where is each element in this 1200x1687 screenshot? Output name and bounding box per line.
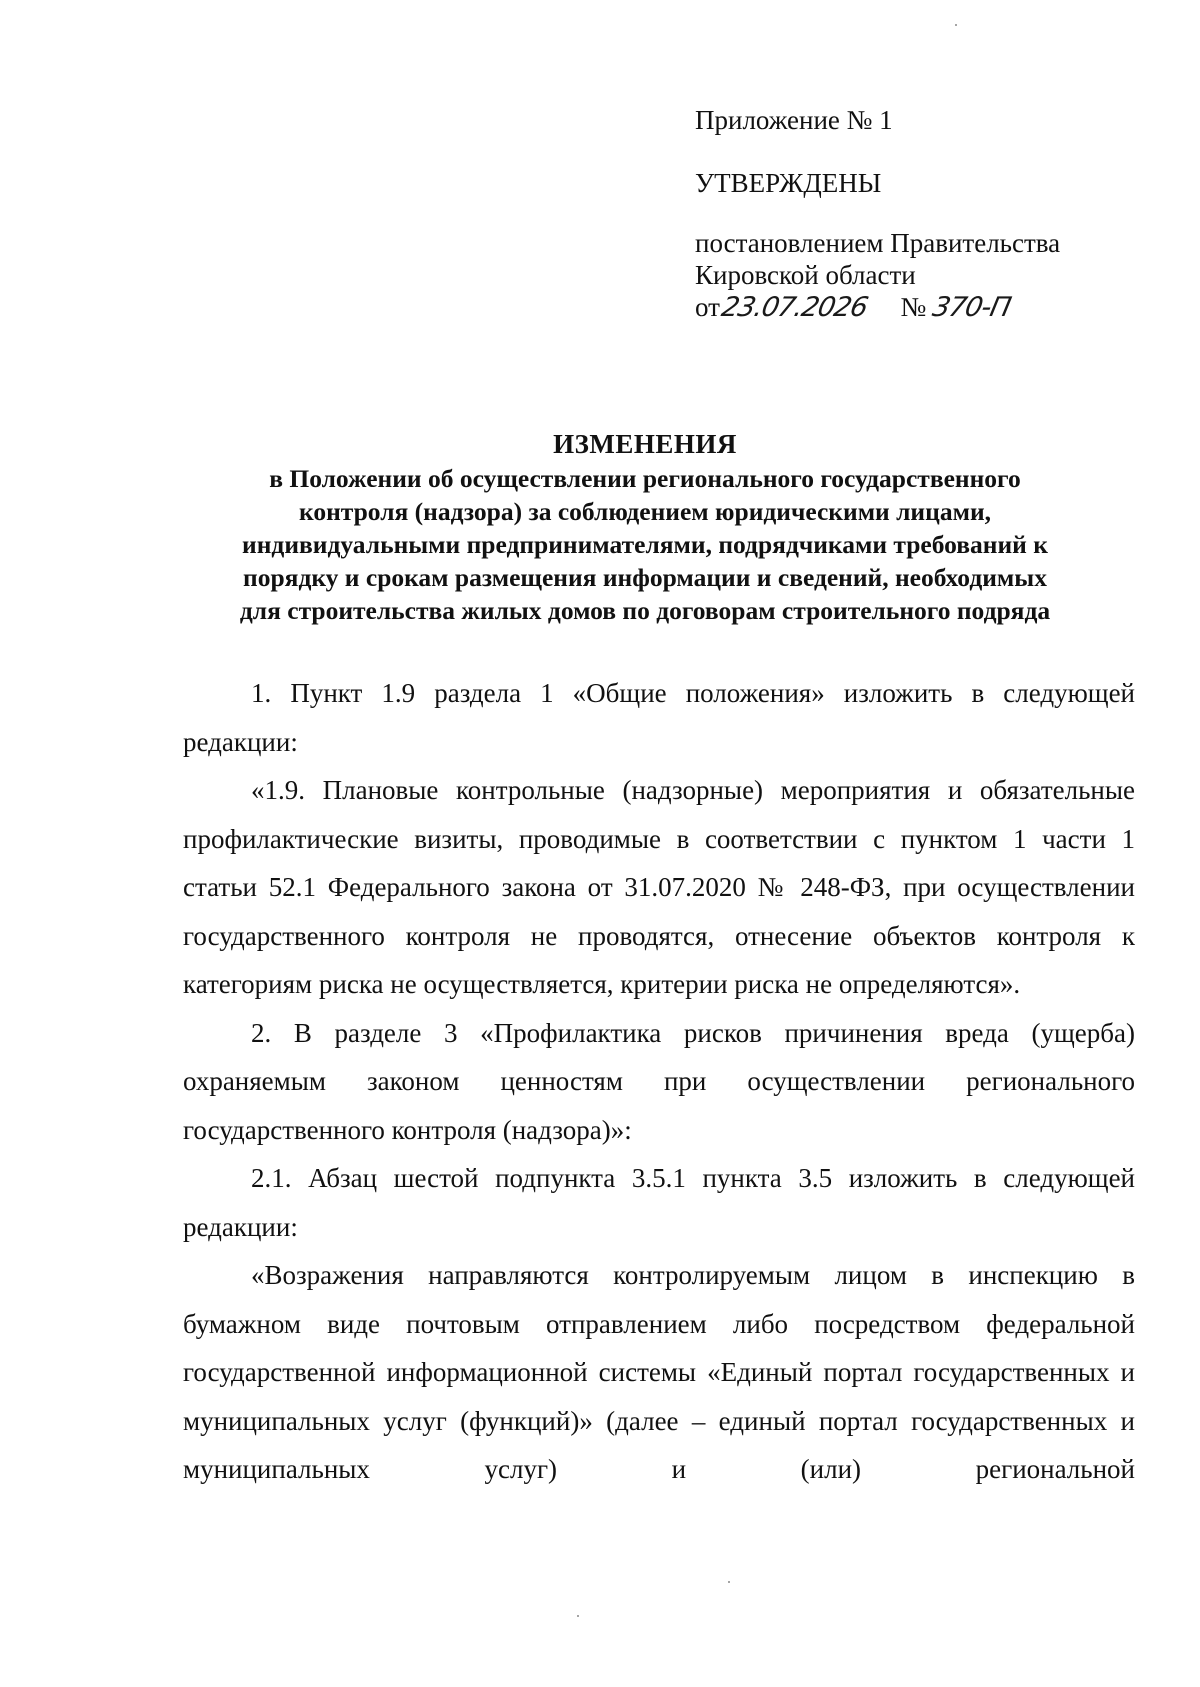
- handwritten-date: 23.07.2026: [718, 292, 870, 323]
- approved-by-line-1: постановлением Правительства: [695, 228, 1061, 258]
- paragraph-2: «1.9. Плановые контрольные (надзорные) мероприятия и обязательные профилактические визиты, проводимые в соответствии с пунктом 1 части 1 статьи 52.1 Федерального закона от 31.07.2020 № 248-ФЗ, при осуществлении государственного контроля не проводятся, отнесение объектов контроля к категориям риска не осуществляется, критерии риска не определяются».: [183, 775, 1135, 999]
- paragraph-5: «Возражения направляются контролируемым лицом в инспекцию в бумажном виде почтовым отправлением либо посредством федеральной государственной информационной системы «Единый портал государственных и муниципальных услуг (функций)» (далее – единый портал государственных и муниципальных услуг) и (или) региональной: [183, 1260, 1135, 1484]
- title-line-2: контроля (надзора) за соблюдением юридическими лицами,: [298, 497, 992, 526]
- title-line-5: для строительства жилых домов по договорам строительного подряда: [239, 596, 1051, 625]
- approved-label: УТВЕРЖДЕНЫ: [695, 168, 882, 198]
- document-heading: ИЗМЕНЕНИЯ: [553, 429, 737, 459]
- title-line-1: в Положении об осуществлении регионального государственного: [269, 464, 1021, 493]
- resolution-date-number: [695, 291, 1135, 324]
- title-line-3: индивидуальными предпринимателями, подрядчиками требований к: [242, 530, 1048, 559]
- date-prefix: от: [695, 292, 720, 322]
- scan-speck: [955, 24, 957, 26]
- approved-by-line-2: Кировской области: [695, 260, 916, 290]
- approval-stamp-block: [695, 104, 1135, 324]
- appendix-number: Приложение № 1: [695, 105, 893, 135]
- paragraph-3: 2. В разделе 3 «Профилактика рисков причинения вреда (ущерба) охраняемым законом ценностям при осуществлении регионального государственного контроля (надзора)»:: [183, 1017, 1135, 1145]
- scan-speck: [577, 1615, 579, 1617]
- title-line-4: порядку и срокам размещения информации и сведений, необходимых: [243, 563, 1047, 592]
- paragraph-4: 2.1. Абзац шестой подпункта 3.5.1 пункта 3.5 изложить в следующей редакции:: [183, 1163, 1135, 1242]
- document-body: [183, 669, 1135, 1494]
- document-title-block: [170, 428, 1120, 627]
- handwritten-number: 370-П: [929, 292, 1014, 323]
- scan-speck: [728, 1581, 730, 1583]
- number-prefix: №: [900, 292, 927, 322]
- paragraph-1: 1. Пункт 1.9 раздела 1 «Общие положения» изложить в следующей редакции:: [183, 678, 1135, 757]
